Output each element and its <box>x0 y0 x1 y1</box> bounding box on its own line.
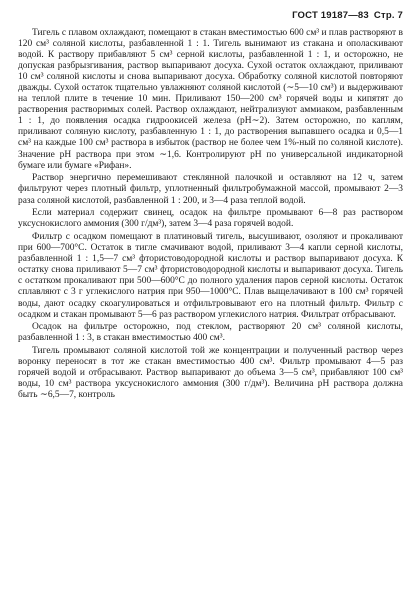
paragraph-platinum-crucible: Фильтр с осадком помещают в платиновый тигель, высушивают, озоляют и прокаливают при 600—700°С. Остаток в тигле смачивают водой, приливают 3—4 капли серной кислоты, разбавленной 1 : 1,5—7 см³ фтористоводородной кислоты и раствор выпаривают досуха. К остатку снова приливают 5—7 см³ фтористоводородной кислоты и выпаривают досуха. Тигель с остатком прокаливают при 500—600°С до полного удаления паров серной кислоты. Остаток сплавляют с 3 г углекислого натрия при 950—1000°С. Плав выщелачивают в 100 см³ горячей воды, дают осадку скоагулироваться и отфильтровывают его на плотный фильтр. Фильтр с осадком и стакан промывают 5—6 раз раствором углекислого натрия. Фильтрат отбрасывают. <box>18 232 403 320</box>
page-header <box>18 10 403 24</box>
paragraph-crucible-melt: Тигель с плавом охлаждают, помещают в стакан вместимостью 600 см³ и плав растворяют в 120 см³ соляной кислоты, разбавленной 1 : 1. Тигель вынимают из стакана и ополаскивают водой. К раствору прибавляют 5 см³ серной кислоты, разбавленной 1 : 1, и осторожно, не допуская разбрызгивания, раствор выпаривают досуха. Сухой остаток охлаждают, приливают 10 см³ соляной кислоты и снова выпаривают досуха. Обработку соляной кислотой повторяют дважды. Сухой остаток тщательно увлажняют соляной кислотой (∼5—10 см³) и выдерживают на теплой плите в течение 10 мин. Приливают 150—200 см³ горячей воды и кипятят до растворения растворимых солей. Раствор охлаждают, нейтрализуют аммиаком, разбавленным 1 : 1, до появления осадка гидроокисей железа (рН∼2). Затем осторожно, по каплям, приливают соляную кислоту, разбавленную 1 : 1, до растворения выпавшего осадка и 0,5—1 см³ на каждые 100 см³ раствора в избыток (раствор не более чем 1%-ный по соляной кислоте). Значение рН раствора при этом ∼1,6. Контролируют рН по универсальной индикаторной бумаге или бумаге «Рифан». <box>18 28 403 171</box>
standard-number: ГОСТ 19187—83 <box>292 10 369 21</box>
paragraph-crucible-rinse: Тигель промывают соляной кислотой той же концентрации и полученный раствор через воронку переносят в тот же стакан вместимостью 400 см³. Фильтр промывают 4—5 раз горячей водой и отбрасывают. Раствор выпаривают до объема 3—5 см³, прибавляют 100 см³ воды, 10 см³ раствора уксуснокислого аммония (300 г/дм³). Величина рН раствора должна быть ∼6,5—7, контроль <box>18 346 403 401</box>
paragraph-filtration: Раствор энергично перемешивают стеклянной палочкой и оставляют на 12 ч, затем фильтруют через плотный фильтр, уплотненный фильтробумажной массой, промывают 2—3 раза соляной кислотой, разбавленной 1 : 200, и 3—4 раза теплой водой. <box>18 173 403 206</box>
document-body <box>18 28 403 402</box>
paragraph-precipitate-dissolution: Осадок на фильтре осторожно, под стеклом, растворяют 20 см³ соляной кислоты, разбавленной 1 : 3, в стакан вместимостью 400 см³. <box>18 322 403 344</box>
page-number: Стр. 7 <box>373 10 403 21</box>
paragraph-lead-washing: Если материал содержит свинец, осадок на фильтре промывают 6—8 раз раствором уксуснокислого аммония (300 г/дм³), затем 3—4 раза горячей водой. <box>18 208 403 230</box>
